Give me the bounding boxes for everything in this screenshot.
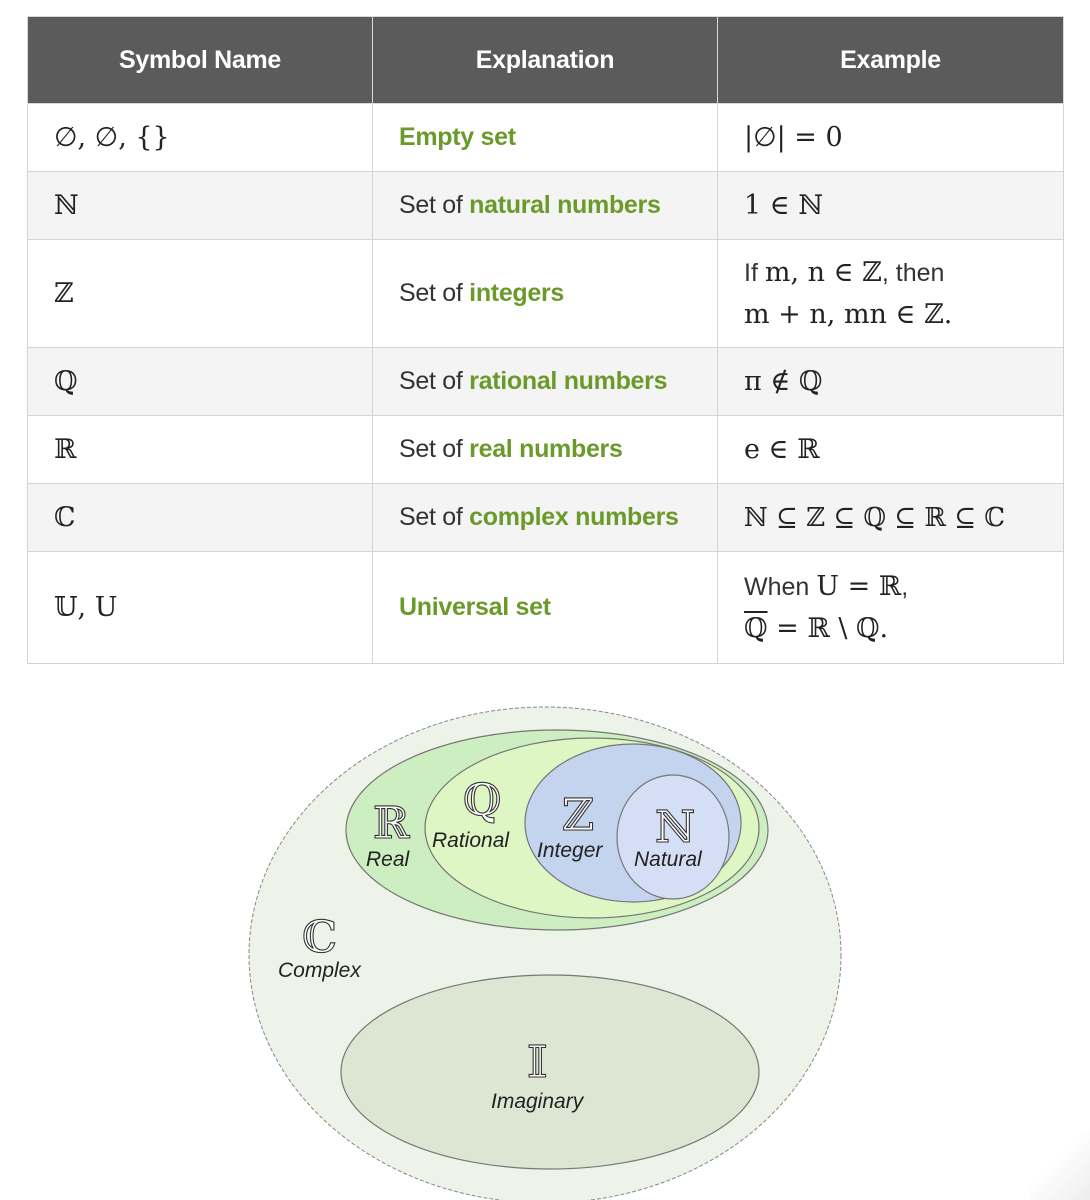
- explanation-prefix: Set of: [399, 435, 470, 463]
- table-header-row: [28, 17, 1064, 104]
- header-explanation: Explanation: [373, 17, 718, 104]
- example-cell: [718, 172, 1064, 240]
- explanation-cell: [373, 552, 718, 664]
- explanation-link[interactable]: complex numbers: [469, 503, 679, 531]
- symbol-text: ℤ: [54, 278, 74, 309]
- symbol-cell: [28, 104, 373, 172]
- integer-label: Integer: [537, 839, 603, 862]
- natural-label: Natural: [634, 848, 702, 871]
- explanation-link[interactable]: rational numbers: [469, 367, 668, 395]
- corner-shade: [1030, 1130, 1090, 1200]
- example-math: π ∉ ℚ: [744, 366, 823, 397]
- example-cell: [718, 240, 1064, 348]
- table-row-natural: [28, 172, 1064, 240]
- symbol-text: ∅, ∅, {}: [54, 122, 170, 153]
- example-cell: [718, 416, 1064, 484]
- header-symbol-name: Symbol Name: [28, 17, 373, 104]
- explanation-cell: [373, 348, 718, 416]
- explanation-cell: [373, 104, 718, 172]
- explanation-cell: [373, 484, 718, 552]
- explanation-prefix: Set of: [399, 279, 470, 307]
- complex-symbol: ℂ: [302, 912, 338, 963]
- natural-symbol: ℕ: [655, 802, 696, 853]
- example-math: m, n ∈ ℤ: [764, 256, 882, 288]
- table-row-real: [28, 416, 1064, 484]
- complex-label: Complex: [278, 959, 361, 982]
- explanation-link[interactable]: real numbers: [469, 435, 623, 463]
- symbol-cell: [28, 348, 373, 416]
- symbol-text: ℕ: [54, 190, 79, 221]
- example-math: ℕ ⊆ ℤ ⊆ ℚ ⊆ ℝ ⊆ ℂ: [744, 502, 1005, 533]
- symbol-text: ℂ: [54, 502, 76, 533]
- explanation-link[interactable]: Universal set: [399, 593, 551, 621]
- example-suffix: , then: [881, 258, 945, 287]
- example-math: |∅| = 0: [744, 122, 843, 153]
- imaginary-label: Imaginary: [491, 1090, 584, 1113]
- example-math-line2: = ℝ \ ℚ.: [767, 612, 889, 644]
- example-math: U = ℝ: [816, 570, 902, 602]
- explanation-prefix: Set of: [399, 191, 470, 219]
- imaginary-symbol: 𝕀: [527, 1037, 548, 1088]
- symbol-table: [27, 16, 1064, 664]
- natural-set: [617, 775, 729, 899]
- real-symbol: ℝ: [373, 798, 410, 849]
- example-cell: [718, 348, 1064, 416]
- explanation-link[interactable]: natural numbers: [469, 191, 661, 219]
- integer-symbol: ℤ: [562, 790, 595, 841]
- symbol-cell: [28, 552, 373, 664]
- example-math: 1 ∈ ℕ: [744, 190, 824, 221]
- symbol-text: 𝕌, U: [54, 592, 118, 623]
- explanation-link[interactable]: Empty set: [399, 123, 516, 151]
- table-row-empty-set: [28, 104, 1064, 172]
- symbol-cell: [28, 172, 373, 240]
- imaginary-set: [341, 975, 759, 1169]
- number-sets-venn-diagram: [0, 690, 1090, 1200]
- example-text: When: [744, 572, 817, 601]
- symbol-cell: [28, 240, 373, 348]
- table-row-rational: [28, 348, 1064, 416]
- example-cell: [718, 552, 1064, 664]
- example-math-complement: ℚ: [744, 612, 768, 644]
- rational-symbol: ℚ: [463, 775, 502, 826]
- header-example: Example: [718, 17, 1064, 104]
- example-text: If: [744, 258, 765, 287]
- example-suffix: ,: [901, 572, 909, 601]
- symbol-text: ℚ: [54, 366, 78, 397]
- rational-label: Rational: [432, 829, 510, 852]
- symbol-text: ℝ: [54, 434, 77, 465]
- table-row-integers: [28, 240, 1064, 348]
- example-cell: [718, 484, 1064, 552]
- explanation-prefix: Set of: [399, 367, 470, 395]
- symbol-cell: [28, 484, 373, 552]
- example-cell: [718, 104, 1064, 172]
- imaginary-ellipse: [341, 975, 759, 1169]
- example-math-line2: m + n, mn ∈ ℤ.: [744, 298, 953, 330]
- explanation-cell: [373, 416, 718, 484]
- example-math: e ∈ ℝ: [744, 434, 820, 465]
- table-row-universal: [28, 552, 1064, 664]
- explanation-prefix: Set of: [399, 503, 470, 531]
- explanation-cell: [373, 172, 718, 240]
- table-row-complex: [28, 484, 1064, 552]
- real-label: Real: [366, 848, 410, 871]
- explanation-cell: [373, 240, 718, 348]
- symbol-cell: [28, 416, 373, 484]
- explanation-link[interactable]: integers: [469, 279, 565, 307]
